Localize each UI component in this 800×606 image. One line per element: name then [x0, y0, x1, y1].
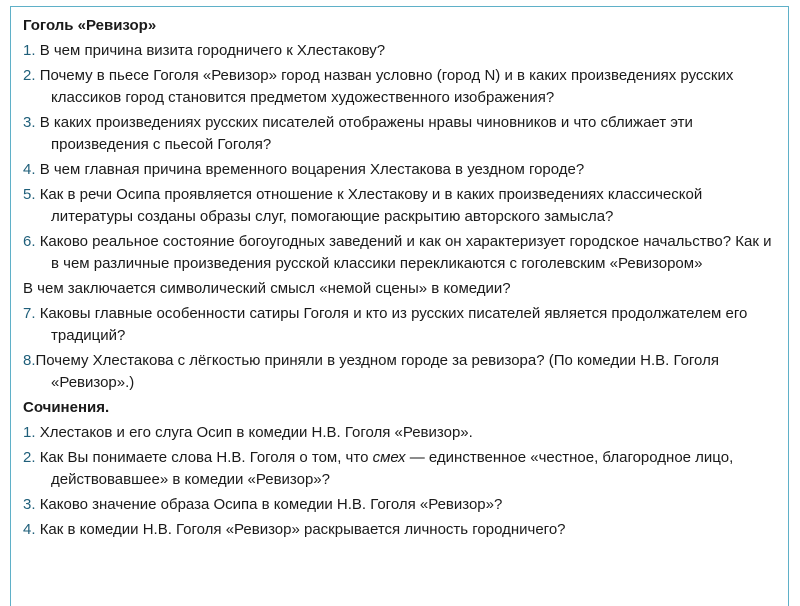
essay-item: 3. Каково значение образа Осипа в комедии Н.В. Гоголя «Ревизор»? — [23, 496, 503, 513]
question-item: 1. В чем причина визита городничего к Хлестакову? — [23, 42, 386, 59]
slide-content — [11, 7, 788, 541]
question-item: 3. В каких произведениях русских писателей отображены нравы чиновников и что сближает эти произведения с пьесой Гоголя? — [23, 114, 693, 153]
essays-heading: Сочинения. — [23, 399, 110, 416]
question-item: 5. Как в речи Осипа проявляется отношение к Хлестакову и в каких произведениях классической литературы созданы образы слуг, помогающие раскрытию авторского замысла? — [23, 186, 703, 225]
question-item: 7. Каковы главные особенности сатиры Гоголя и кто из русских писателей является продолжателем его традиций? — [23, 305, 748, 344]
question-item: 2. Почему в пьесе Гоголя «Ревизор» город назван условно (город N) и в каких произведениях русских классиков город становится предметом художественного изображения? — [23, 67, 734, 106]
question-item: 4. В чем главная причина временного воцарения Хлестакова в уездном городе? — [23, 161, 585, 178]
question-item: 8.Почему Хлестакова с лёгкостью приняли в уездном городе за ревизора? (По комедии Н.В. Гоголя «Ревизор».) — [23, 352, 719, 391]
slide-title: Гоголь «Ревизор» — [23, 17, 157, 34]
question-item: 6. Каково реальное состояние богоугодных заведений и как он характеризует городское начальство? Как и в чем различные произведения русской классики перекликаются с гоголевским «Ревизором» — [23, 233, 772, 272]
essay-item: 1. Хлестаков и его слуга Осип в комедии Н.В. Гоголя «Ревизор». — [23, 424, 473, 441]
essay-item: 4. Как в комедии Н.В. Гоголя «Ревизор» раскрывается личность городничего? — [23, 521, 566, 538]
essay-item: 2. Как Вы понимаете слова Н.В. Гоголя о том, что смех — единственное «честное, благородное лицо, действовавшее» в комедии «Ревизор»? — [23, 449, 734, 488]
question-item-unnumbered: В чем заключается символический смысл «немой сцены» в комедии? — [23, 280, 511, 297]
slide — [10, 6, 789, 606]
